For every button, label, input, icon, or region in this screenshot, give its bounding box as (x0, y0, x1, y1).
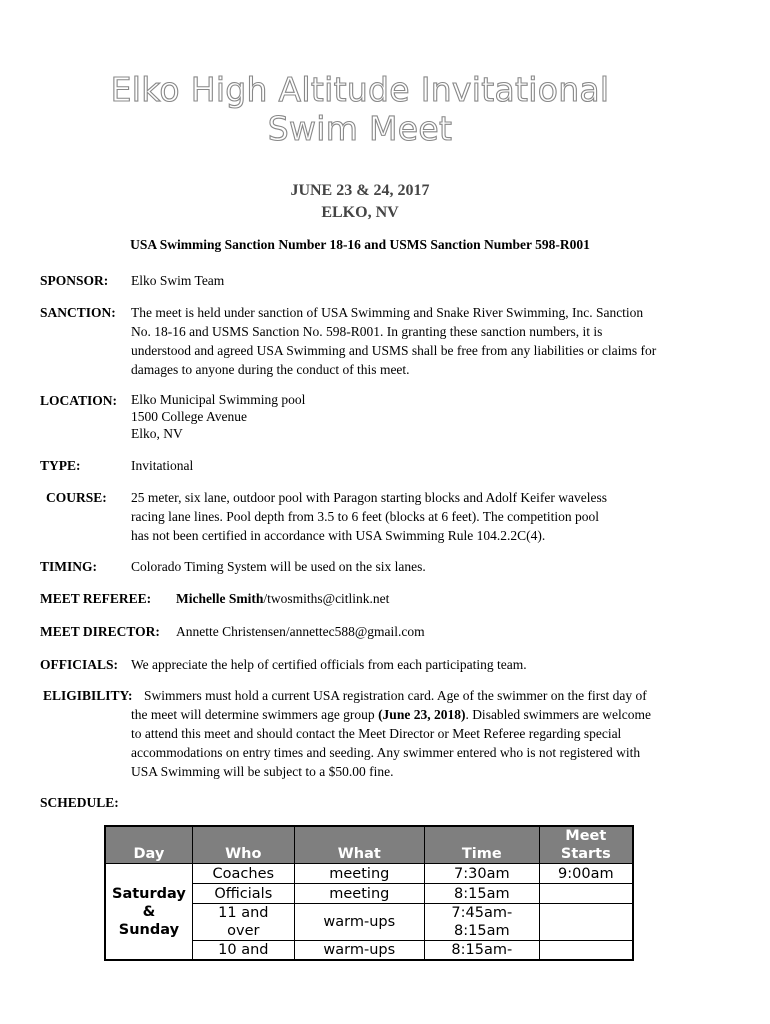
referee-value (176, 589, 736, 608)
location-label: LOCATION: (40, 393, 118, 408)
starts-cell (539, 884, 633, 904)
who-cell: Coaches (192, 864, 294, 884)
header-who: Who (192, 826, 294, 864)
meet-city: ELKO, NV (321, 204, 399, 221)
course-text: 25 meter, six lane, outdoor pool with Paragon starting blocks and Adolf Keifer waveless racing lane lines. Pool depth from 3.5 to 6 feet (blocks at 6 feet). The competition pool has not been certified in accordance with USA Swimming Rule 104.2.2C(4). (131, 490, 607, 543)
schedule-label: SCHEDULE: (40, 795, 119, 810)
eligibility-line-1: Swimmers must hold a current USA registration card. Age of the swimmer on the first day of (144, 688, 647, 703)
header-time: Time (424, 826, 539, 864)
table-row (105, 864, 633, 884)
header-meet-starts: Meet Starts (539, 826, 633, 864)
eligibility-text: the meet will determine swimmers age group (June 23, 2018). Disabled swimmers are welcome to attend this meet and should contact the Meet Director or Meet Referee regarding special accommodations on entry times and seeding. Any swimmer entered who is not registered with USA Swimming will be subject to a $50.00 fine. (131, 707, 652, 779)
sponsor-label: SPONSOR: (40, 273, 109, 288)
officials-label: OFFICIALS: (40, 657, 119, 672)
sponsor-value: Elko Swim Team (131, 273, 225, 288)
header-day: Day (105, 826, 192, 864)
sanction-label: SANCTION: (40, 305, 116, 320)
starts-cell: 9:00am (539, 864, 633, 884)
eligibility-label: ELIGIBILITY: (43, 688, 133, 703)
sanction-numbers-heading: USA Swimming Sanction Number 18-16 and USMS Sanction Number 598-R001 (130, 237, 590, 252)
director-label: MEET DIRECTOR: (40, 624, 160, 639)
meet-date: JUNE 23 & 24, 2017 (290, 182, 430, 199)
time-cell: 7:45am-8:15am (424, 904, 539, 941)
time-cell: 8:15am (424, 884, 539, 904)
what-cell: meeting (294, 884, 424, 904)
time-cell: 8:15am- (424, 941, 539, 961)
type-value: Invitational (131, 458, 194, 473)
time-cell: 7:30am (424, 864, 539, 884)
what-cell: warm-ups (294, 904, 424, 941)
course-label: COURSE: (46, 490, 107, 505)
timing-label: TIMING: (40, 559, 97, 574)
timing-value: Colorado Timing System will be used on the six lanes. (131, 559, 426, 574)
what-cell: meeting (294, 864, 424, 884)
starts-cell (539, 904, 633, 941)
referee-email: /twosmiths@citlink.net (263, 591, 390, 606)
location-text: Elko Municipal Swimming pool 1500 College Avenue Elko, NV (131, 392, 306, 441)
director-value: Annette Christensen/annettec588@gmail.com (176, 624, 425, 639)
who-cell: 11 and over (192, 904, 294, 941)
header-what: What (294, 826, 424, 864)
who-cell: 10 and (192, 941, 294, 961)
schedule-table (104, 825, 634, 961)
who-cell: Officials (192, 884, 294, 904)
referee-label: MEET REFEREE: (40, 591, 152, 606)
title-line-2: Swim Meet (267, 109, 453, 148)
starts-cell (539, 941, 633, 961)
officials-value: We appreciate the help of certified officials from each participating team. (131, 657, 527, 672)
title-line-1: Elko High Altitude Invitational (110, 70, 610, 109)
sanction-text: The meet is held under sanction of USA Swimming and Snake River Swimming, Inc. Sanction No. 18-16 and USMS Sanction No. 598-R001. In granting these sanction numbers, it is understood and agreed USA Swimming and USMS shall be free from any liabilities or claims for damages to anyone during the conduct of this meet. (131, 305, 657, 377)
what-cell: warm-ups (294, 941, 424, 961)
type-label: TYPE: (40, 458, 81, 473)
referee-name: Michelle Smith (176, 591, 264, 606)
day-cell: Saturday & Sunday (105, 864, 192, 961)
